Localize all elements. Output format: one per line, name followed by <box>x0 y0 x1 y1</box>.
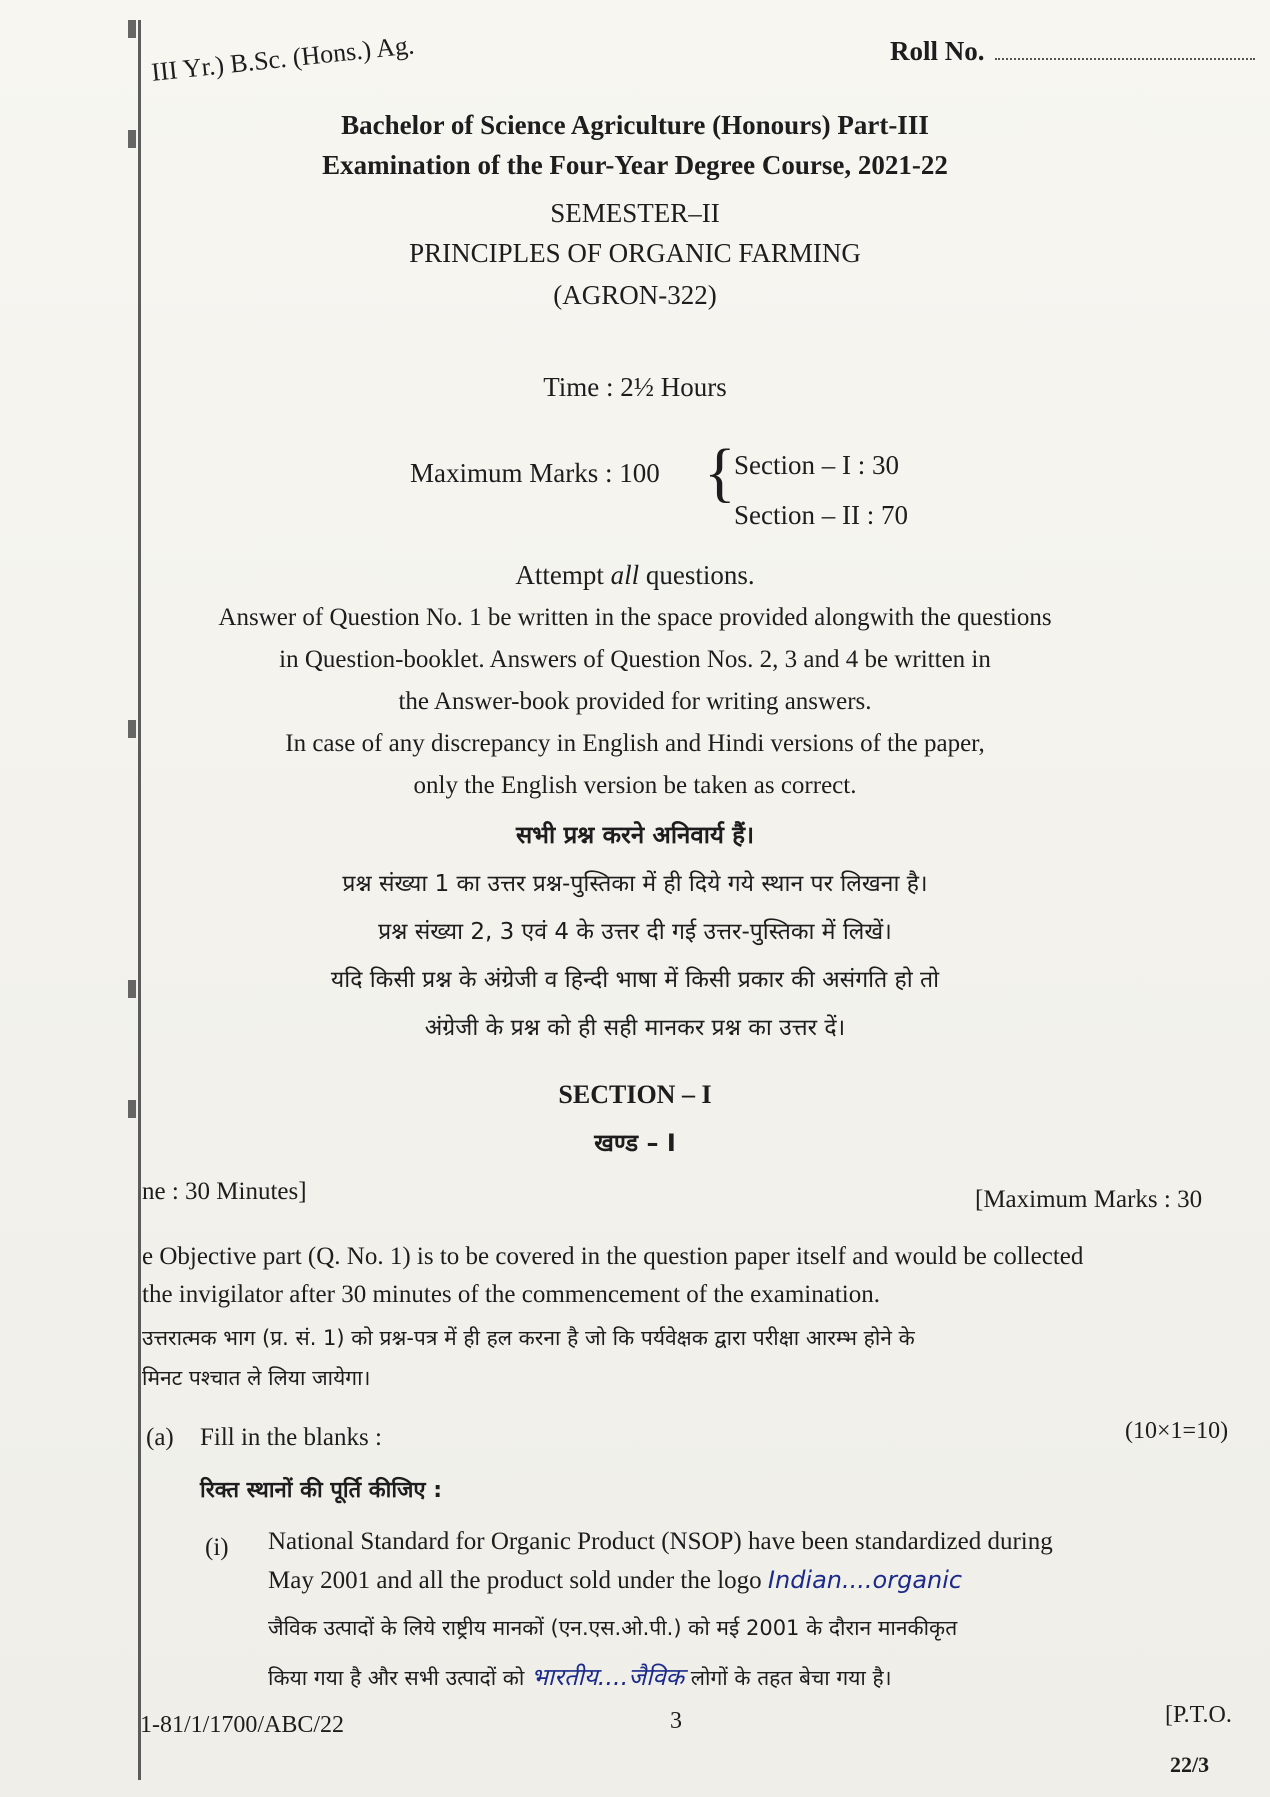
section-title: SECTION – I <box>558 1080 712 1109</box>
subject-title: PRINCIPLES OF ORGANIC FARMING <box>409 238 861 268</box>
section-2-marks: Section – II : 70 <box>734 500 908 530</box>
item-text-line: May 2001 and all the product sold under the logo Indian....organic <box>268 1566 963 1594</box>
item-text-hindi: जैविक उत्पादों के लिये राष्ट्रीय मानकों (एन.एस.ओ.पी.) को मई 2001 के दौरान मानकीकृत <box>268 1616 958 1640</box>
attempt-all-instruction: Attempt all questions. <box>515 560 755 590</box>
maximum-marks: Maximum Marks : 100 <box>410 458 660 488</box>
question-marks: (10×1=10) <box>1125 1418 1229 1444</box>
section-marks <box>734 440 908 540</box>
exam-subtitle: Examination of the Four-Year Degree Course, 2021-22 <box>322 150 948 180</box>
question-text-hindi: रिक्त स्थानों की पूर्ति कीजिए : <box>200 1478 443 1503</box>
roll-number-blank <box>995 48 1255 60</box>
item-text-line: National Standard for Organic Product (NSOP) have been standardized during <box>268 1528 1053 1555</box>
subject-code: (AGRON-322) <box>553 280 717 310</box>
hindi-instruction-heading: सभी प्रश्न करने अनिवार्य हैं। <box>515 821 755 849</box>
marks-brace: { <box>704 436 736 509</box>
roll-number-field <box>890 36 1255 67</box>
instruction-line: Answer of Question No. 1 be written in the space provided alongwith the questions <box>218 604 1052 631</box>
hindi-instruction-line: प्रश्न संख्या 2, 3 एवं 4 के उत्तर दी गई उत्तर-पुस्तिका में लिखें। <box>378 919 892 945</box>
class-label: III Yr.) B.Sc. (Hons.) Ag. <box>150 30 416 87</box>
hindi-instruction-line: अंग्रेजी के प्रश्न को ही सही मानकर प्रश्न का उत्तर दें। <box>424 1015 846 1041</box>
item-text-hindi: किया गया है और सभी उत्पादों को भारतीय....जैविक लोगों के तहत बेचा गया है। <box>268 1663 892 1691</box>
item-label: (i) <box>205 1534 229 1561</box>
question-text: Fill in the blanks : <box>200 1424 382 1451</box>
margin-mark <box>128 20 136 38</box>
handwritten-answer: Indian....organic <box>767 1566 963 1594</box>
objective-note: e Objective part (Q. No. 1) is to be covered in the question paper itself and would be collected the invigilator after 30 minutes of the commencement of the examination. <box>142 1243 1084 1308</box>
section-time: ne : 30 Minutes] <box>142 1178 307 1205</box>
question-label: (a) <box>146 1424 174 1451</box>
paper-code: 1-81/1/1700/ABC/22 <box>140 1712 345 1738</box>
instruction-line: In case of any discrepancy in English and Hindi versions of the paper, <box>285 730 985 757</box>
exam-title: Bachelor of Science Agriculture (Honours) Part-III <box>341 110 929 140</box>
page-number: 3 <box>670 1708 682 1734</box>
instruction-line: the Answer-book provided for writing answers. <box>398 688 872 715</box>
semester-label: SEMESTER–II <box>550 198 720 228</box>
section-max-marks: [Maximum Marks : 30 <box>975 1186 1203 1213</box>
handwritten-answer-hindi: भारतीय....जैविक <box>531 1663 685 1691</box>
section-title-hindi: खण्ड – I <box>594 1129 676 1157</box>
section-1-marks: Section – I : 30 <box>734 450 899 480</box>
pto-label: [P.T.O. <box>1165 1702 1232 1728</box>
instruction-line: only the English version be taken as correct. <box>413 772 857 799</box>
hindi-instruction-line: यदि किसी प्रश्न के अंग्रेजी व हिन्दी भाषा में किसी प्रकार की असंगति हो तो <box>330 967 940 993</box>
hindi-instruction-line: प्रश्न संख्या 1 का उत्तर प्रश्न-पुस्तिका में ही दिये गये स्थान पर लिखना है। <box>342 871 928 897</box>
objective-note-hindi: उत्तरात्मक भाग (प्र. सं. 1) को प्रश्न-पत्र में ही हल करना है जो कि पर्यवेक्षक द्वारा परीक्षा आरम्भ होने के मिनट पश्चात ले लिया जायेगा। <box>142 1326 915 1390</box>
instruction-line: in Question-booklet. Answers of Question Nos. 2, 3 and 4 be written in <box>279 646 991 673</box>
exam-time: Time : 2½ Hours <box>543 372 727 402</box>
footer-mark: 22/3 <box>1170 1752 1210 1777</box>
roll-number-label: Roll No. <box>890 36 985 66</box>
